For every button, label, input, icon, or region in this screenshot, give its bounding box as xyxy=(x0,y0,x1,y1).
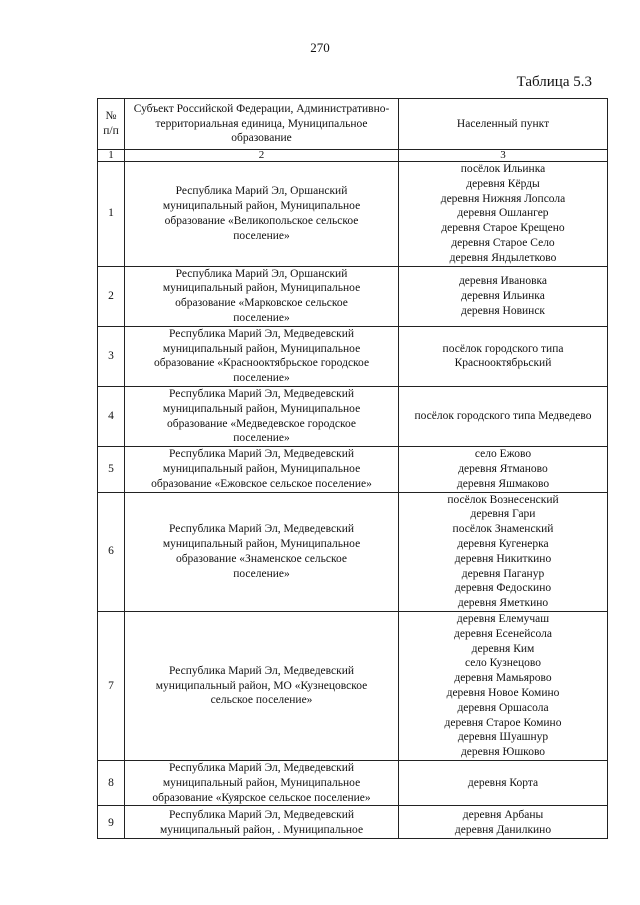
row-entity: Республика Марий Эл, Медведевский муниципальный район, Муниципальное образование «Краснооктябрьское городское поселение» xyxy=(125,326,399,386)
row-entity: Республика Марий Эл, Медведевский муниципальный район, Муниципальное образование «Куярское сельское поселение» xyxy=(125,760,399,805)
table-row xyxy=(98,266,608,326)
settlement-name: деревня Федоскино xyxy=(454,582,552,595)
settlement-name: деревня Мамьярово xyxy=(454,672,552,685)
settlement-name: деревня Шуашнур xyxy=(457,731,549,744)
row-number: 8 xyxy=(98,760,125,805)
column-number: 1 xyxy=(98,150,125,162)
row-settlements xyxy=(399,492,608,611)
row-number: 4 xyxy=(98,386,125,446)
settlement-name: деревня Никиткино xyxy=(454,552,552,565)
settlement-name: деревня Ивановка xyxy=(458,274,548,287)
settlement-name: деревня Есенейсола xyxy=(454,627,552,640)
settlement-name: деревня Корта xyxy=(467,776,539,789)
settlement-name: деревня Кугенерка xyxy=(457,537,549,550)
settlement-name: деревня Ошлангер xyxy=(457,207,549,220)
settlement-name: деревня Ильинка xyxy=(461,289,545,302)
table-row xyxy=(98,447,608,492)
table-row xyxy=(98,386,608,446)
settlement-name: посёлок городского типа Медведево xyxy=(414,410,592,423)
column-number: 2 xyxy=(125,150,399,162)
row-settlements xyxy=(399,266,608,326)
row-entity: Республика Марий Эл, Медведевский муниципальный район, МО «Кузнецовское сельское поселение» xyxy=(125,611,399,760)
settlement-name: деревня Гари xyxy=(470,508,536,521)
settlement-name: деревня Ятманово xyxy=(458,462,548,475)
settlement-name: деревня Кёрды xyxy=(466,177,540,190)
header-settlement: Населенный пункт xyxy=(399,99,608,150)
table-row xyxy=(98,326,608,386)
settlement-name: деревня Арбаны xyxy=(462,809,544,822)
table-row xyxy=(98,162,608,267)
settlement-name: посёлок Вознесенский xyxy=(447,493,559,506)
settlement-name: деревня Паганур xyxy=(461,567,545,580)
settlement-name: село Ежово xyxy=(474,448,532,461)
row-settlements xyxy=(399,611,608,760)
settlements-table xyxy=(97,98,608,839)
settlement-name: село Кузнецово xyxy=(464,657,542,670)
row-entity: Республика Марий Эл, Медведевский муниципальный район, Муниципальное образование «Ежовское сельское поселение» xyxy=(125,447,399,492)
row-number: 9 xyxy=(98,806,125,839)
table-row xyxy=(98,806,608,839)
row-settlements xyxy=(399,760,608,805)
row-number: 5 xyxy=(98,447,125,492)
column-number: 3 xyxy=(399,150,608,162)
row-entity: Республика Марий Эл, Медведевский муниципальный район, Муниципальное образование «Медведевское городское поселение» xyxy=(125,386,399,446)
settlement-name: деревня Новинск xyxy=(460,304,546,317)
settlement-name: деревня Нижняя Лопсола xyxy=(440,192,566,205)
header-entity: Субъект Российской Федерации, Административно-территориальная единица, Муниципальное образование xyxy=(125,99,399,150)
settlement-name: посёлок городского типа Краснооктябрьский xyxy=(442,342,564,370)
row-settlements xyxy=(399,806,608,839)
settlement-name: деревня Старое Село xyxy=(451,236,555,249)
row-entity: Республика Марий Эл, Медведевский муниципальный район, Муниципальное образование «Знаменское сельское поселение» xyxy=(125,492,399,611)
row-number: 1 xyxy=(98,162,125,267)
settlement-name: деревня Ким xyxy=(471,642,535,655)
row-settlements xyxy=(399,326,608,386)
page-number: 270 xyxy=(310,40,330,55)
settlement-name: деревня Старое Крещено xyxy=(441,222,565,235)
header-number: № п/п xyxy=(98,99,125,150)
settlement-name: деревня Елемучаш xyxy=(456,612,550,625)
settlement-name: посёлок Ильинка xyxy=(460,163,546,175)
settlement-name: деревня Новое Комино xyxy=(446,686,560,699)
row-settlements xyxy=(399,386,608,446)
row-number: 2 xyxy=(98,266,125,326)
settlement-name: деревня Оршасола xyxy=(457,701,549,714)
settlement-name: деревня Старое Комино xyxy=(444,716,562,729)
settlement-name: деревня Данилкино xyxy=(454,824,552,837)
settlement-name: деревня Яндылетково xyxy=(449,251,557,264)
settlement-name: деревня Юшково xyxy=(460,746,546,759)
row-number: 7 xyxy=(98,611,125,760)
column-number-row xyxy=(98,150,608,162)
header-row xyxy=(98,99,608,150)
row-settlements xyxy=(399,447,608,492)
table-row xyxy=(98,492,608,611)
table-caption: Таблица 5.3 xyxy=(516,74,592,90)
table-row xyxy=(98,760,608,805)
row-number: 6 xyxy=(98,492,125,611)
settlement-name: деревня Яшмаково xyxy=(456,477,550,490)
settlement-name: деревня Яметкино xyxy=(457,597,549,610)
table-row xyxy=(98,611,608,760)
settlement-name: посёлок Знаменский xyxy=(452,523,554,536)
row-entity: Республика Марий Эл, Оршанский муниципальный район, Муниципальное образование «Великопольское сельское поселение» xyxy=(125,162,399,267)
row-number: 3 xyxy=(98,326,125,386)
row-settlements xyxy=(399,162,608,267)
row-entity: Республика Марий Эл, Оршанский муниципальный район, Муниципальное образование «Марковское сельское поселение» xyxy=(125,266,399,326)
row-entity: Республика Марий Эл, Медведевский муниципальный район, . Муниципальное xyxy=(125,806,399,839)
